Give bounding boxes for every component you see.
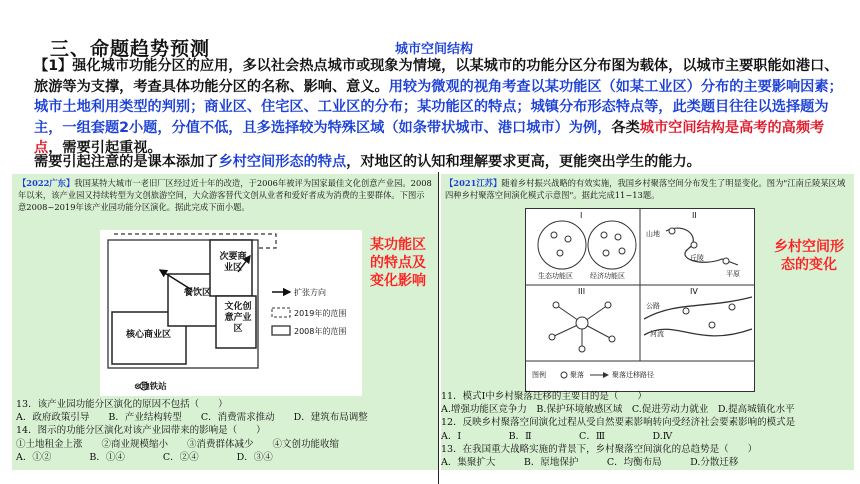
eco-zone-circle (538, 221, 586, 269)
map-culture-label: 文化创意产业区 (224, 302, 252, 334)
left-questions (16, 398, 368, 464)
legend-migration: 聚落迁移路径 (612, 371, 654, 379)
para2-text-a: 需要引起注意的是课本添加了 (34, 154, 219, 170)
para1-text-b: 各类 (611, 119, 640, 136)
left-question-panel (12, 174, 438, 470)
road-line (644, 297, 752, 319)
left-question-line: ①土地租金上涨 ②商业规模缩小 ③消费群体减少 ④文创功能收缩 (16, 438, 340, 450)
right-annotation: 乡村空间形态的变化 (774, 239, 844, 273)
right-question-line: 12．反映乡村聚落空间演化过程从受自然要素影响转向受经济社会要素影响的模式是 (441, 417, 796, 429)
legend-title: 图例 (532, 371, 546, 379)
right-intro (445, 177, 850, 201)
eco-zone-label: 生态功能区 (538, 272, 573, 280)
econ-zone-circle (588, 221, 636, 269)
left-intro-text: 我国某特大城市一老旧厂区经过近十年的改造，于2006年被评为国家最佳文化创意产业园。2008年以来，该产业园又持续转型为文创旅游空间，大众游客替代文创从业者和爱好者成为消费的主要群体。下图示意2008~2019年该产业园功能分区演化。据此完成下面小题。 (18, 178, 432, 212)
map-core-label: 核心商业区 (126, 330, 172, 340)
right-source: 【2021江苏】 (445, 178, 502, 188)
right-question-line: A.增强功能区竞争力 B.保护环境敏感区域 C.促进劳动力就业 D.提高城镇化水平 (441, 404, 795, 416)
legend-dashed-box (272, 308, 290, 317)
river-label: 河流 (650, 330, 664, 338)
paragraph-2 (34, 152, 846, 172)
right-question-line: 13．在我国重大战略实施的背景下，乡村聚落空间演化的总趋势是（ ） (441, 443, 758, 455)
right-question-line: A．Ⅰ B．Ⅱ C．Ⅲ D.Ⅳ (441, 430, 673, 442)
plain-label: 平原 (726, 270, 740, 278)
settlement-svg (526, 209, 754, 391)
road-label: 公路 (646, 302, 660, 310)
map-dining-label: 餐饮区 (184, 288, 212, 298)
paragraph-1 (34, 56, 846, 159)
left-question-line: 14．图示的功能分区演化对该产业园带来的影响是（ ） (16, 425, 266, 437)
industrial-park-map (100, 230, 362, 396)
legend-solid-box (272, 326, 290, 335)
label-iv: IV (690, 287, 698, 296)
legend-settlement: 聚落 (570, 371, 584, 379)
topic-tag: 城市空间结构 (395, 42, 474, 57)
left-question-line: 13．该产业园功能分区演化的原因不包括（ ） (16, 399, 228, 410)
rural-settlement-diagram (525, 208, 755, 392)
mountain-label: 山地 (646, 230, 660, 238)
para1-text-a: 【1】强化城市功能分区的应用，多以社会热点城市或现象为情境，以某城市的功能分区分布图为载体，以城市主要职能如港口、旅游等为支撑，考查具体功能分区的名称、影响、意义。 (34, 58, 839, 95)
legend-2019-label: 2019年的范围 (294, 309, 347, 318)
label-ii: II (692, 211, 697, 220)
para1-text-red: 城市空间结构是高考的高频考点 (34, 119, 825, 157)
legend-2008-label: 2008年的范围 (294, 327, 347, 336)
right-question-line: 11．模式Ⅰ中乡村聚落迁移的主要目的是（ ） (441, 391, 647, 402)
metro-label: ⊗地铁站 (134, 382, 167, 392)
right-intro-text: 随着乡村振兴战略的有效实施，我国乡村聚落空间分布发生了明显变化。图为"江南丘陵某区域四种乡村聚落空间演化模式示意图"。据此完成11~13题。 (445, 178, 846, 200)
para1-text-c: ，需要引起重视。 (48, 140, 162, 157)
left-source: 【2022广东】 (18, 178, 75, 188)
left-question-line: A．①② B．①④ C．②④ D．③④ (16, 451, 273, 463)
para2-text-b: ，对地区的认知和理解要求更高，更能突出学生的能力。 (346, 154, 701, 170)
map-secondary-label: 次要商业区 (219, 252, 247, 273)
right-question-line: A．集聚扩大 B．原地保护 C．均衡布局 D.分散迁移 (441, 457, 739, 469)
left-intro (18, 177, 432, 213)
left-question-line: A．政府政策引导 B．产业结构转型 C．消费需求推动 D．建筑布局调整 (16, 412, 368, 424)
label-i: I (580, 211, 583, 220)
para1-text-blue: 用较为微观的视角考查以某功能区（如某工业区）分布的主要影响因素；城市土地利用类型的判别；商业区、住宅区、工业区的分布；某功能区的特点；城镇分布形态特点等，此类题目往往以选择题为主，一组套题2小题，分值不低，且多选择较为特殊区域（如条带状城市、港口城市）为例， (34, 78, 843, 136)
left-annotation: 某功能区的特点及变化影响 (370, 237, 426, 289)
section-title: 三、命题趋势预测 (50, 38, 211, 60)
hill-label: 丘陵 (690, 254, 704, 262)
right-question-panel (441, 174, 854, 470)
para2-text-blue: 乡村空间形态的特点 (218, 154, 347, 170)
label-iii: III (578, 287, 586, 296)
econ-zone-label: 经济功能区 (590, 272, 625, 280)
legend-expand-label: 扩张方向 (294, 288, 326, 297)
panel-divider (438, 172, 439, 484)
right-questions (441, 390, 795, 469)
